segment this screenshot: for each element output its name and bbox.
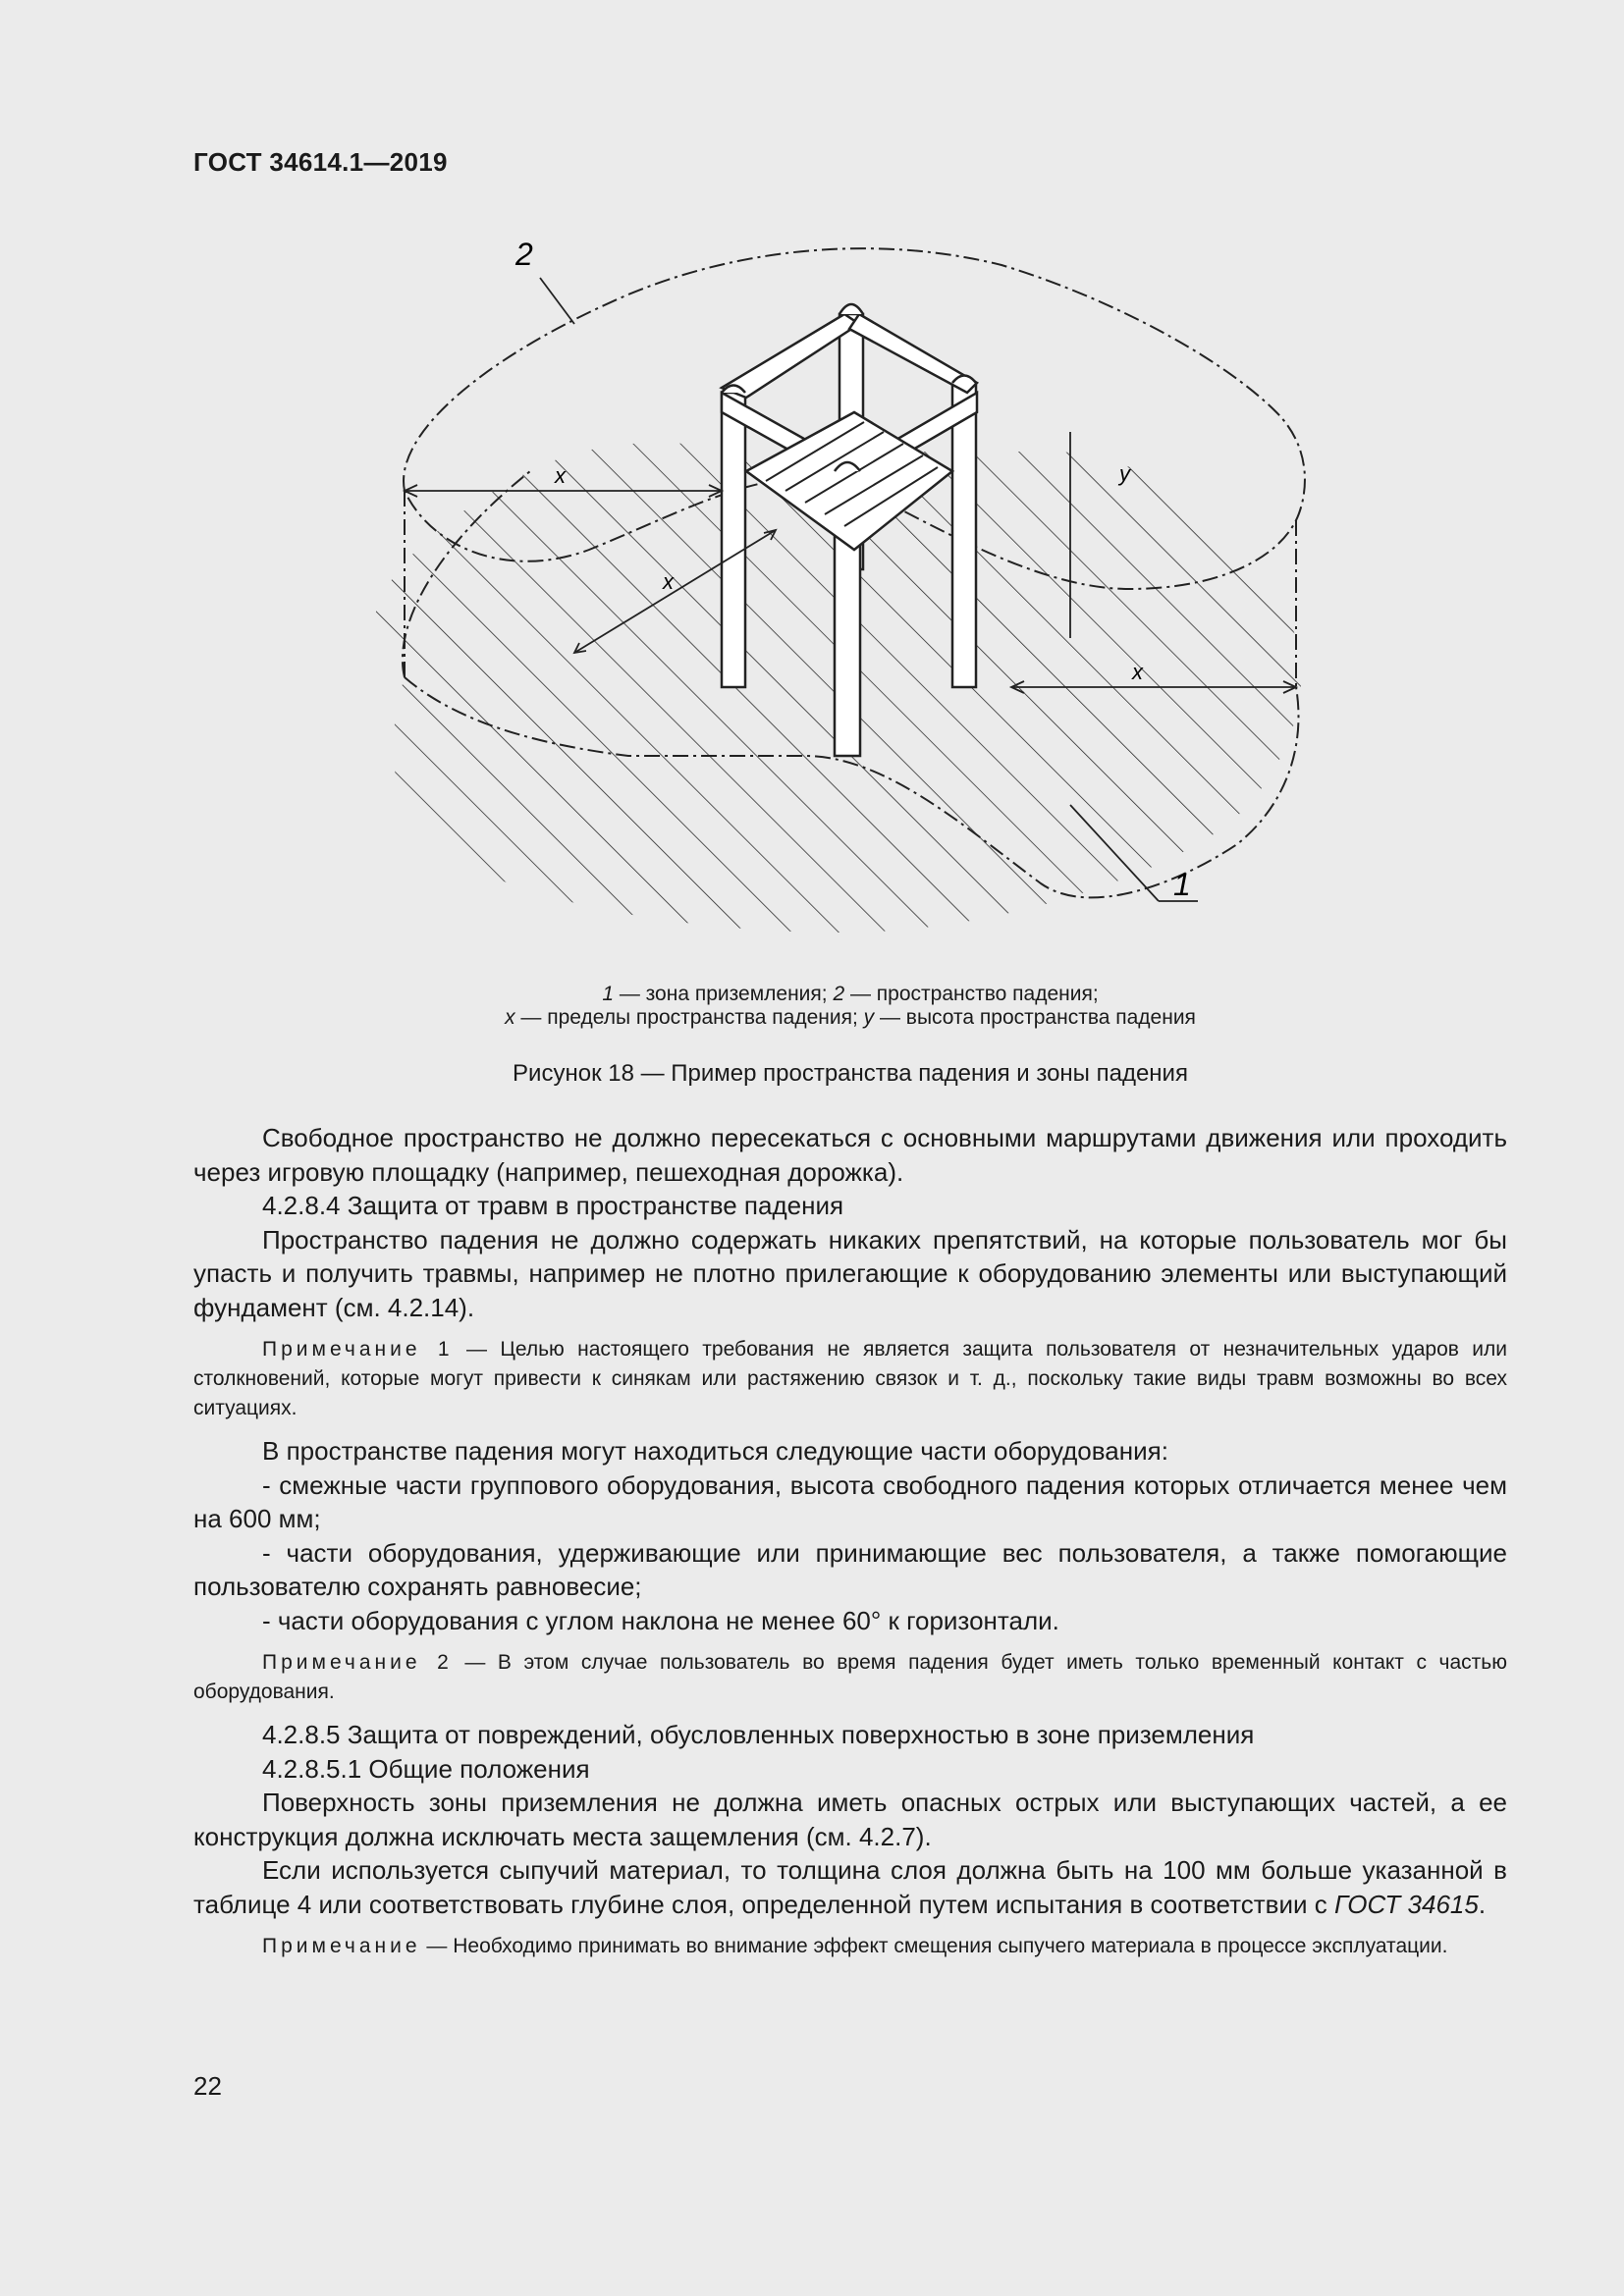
y-label: y	[1119, 461, 1130, 486]
note-1: Примечание 1 — Целью настоящего требования не является защита пользователя от незначительных ударов или столкновений, которые могут привести к синякам или растяжению связок и т. д., поскольку такие виды травм возможны во всех ситуациях.	[193, 1338, 1507, 1419]
x-label-diagonal: x	[663, 569, 674, 594]
callout-2-label: 2	[515, 237, 533, 272]
x-label-right: x	[1132, 660, 1143, 684]
list-item: - части оборудования, удерживающие или принимающие вес пользователя, а также помогающие пользователю сохранять равновесие;	[193, 1537, 1507, 1601]
figure-legend-line-1: 1 — зона приземления; 2 — пространство падения;	[602, 983, 1099, 1005]
paragraph: В пространстве падения могут находиться следующие части оборудования:	[262, 1436, 1168, 1466]
section-heading: 4.2.8.4 Защита от травм в пространстве падения	[262, 1191, 844, 1220]
paragraph: Пространство падения не должно содержать никаких препятствий, на которые пользователь мог бы упасть и получить травмы, например не плотно прилегающие к оборудованию элементы или выступающий фундамент (см. 4.2.14).	[193, 1224, 1507, 1322]
paragraph: Если используется сыпучий материал, то толщина слоя должна быть на 100 мм больше указанной в таблице 4 или соответствовать глубине слоя, определенной путем испытания в соответствии с ГОСТ 34615.	[193, 1855, 1507, 1919]
note-3: Примечание — Необходимо принимать во внимание эффект смещения сыпучего материала в процессе эксплуатации.	[262, 1935, 1448, 1957]
note-2: Примечание 2 — В этом случае пользователь во время падения будет иметь только временный контакт с частью оборудования.	[193, 1651, 1507, 1703]
body-text	[193, 1121, 1507, 1972]
paragraph: Поверхность зоны приземления не должна иметь опасных острых или выступающих частей, а ее конструкция должна исключать места защемления (см. 4.2.7).	[193, 1788, 1507, 1851]
paragraph: Свободное пространство не должно пересекаться с основными маршрутами движения или проходить через игровую площадку (например, пешеходная дорожка).	[193, 1123, 1507, 1187]
page-number: 22	[193, 2071, 222, 2101]
document-header: ГОСТ 34614.1—2019	[193, 147, 448, 177]
section-heading: 4.2.8.5 Защита от повреждений, обусловленных поверхностью в зоне приземления	[262, 1720, 1255, 1749]
list-item: - смежные части группового оборудования, высота свободного падения которых отличается менее чем на 600 мм;	[193, 1469, 1507, 1533]
figure-legend-line-2: x — пределы пространства падения; y — высота пространства падения	[505, 1006, 1196, 1029]
figure-caption: Рисунок 18 — Пример пространства падения и зоны падения	[513, 1060, 1188, 1087]
subsection-heading: 4.2.8.5.1 Общие положения	[262, 1753, 590, 1784]
standard-reference: ГОСТ 34615	[1334, 1889, 1479, 1919]
figure-fall-space-diagram	[373, 226, 1326, 972]
list-item: - части оборудования с углом наклона не менее 60° к горизонтали.	[262, 1605, 1059, 1635]
callout-1-label: 1	[1173, 867, 1191, 902]
x-label-left: x	[555, 463, 566, 488]
